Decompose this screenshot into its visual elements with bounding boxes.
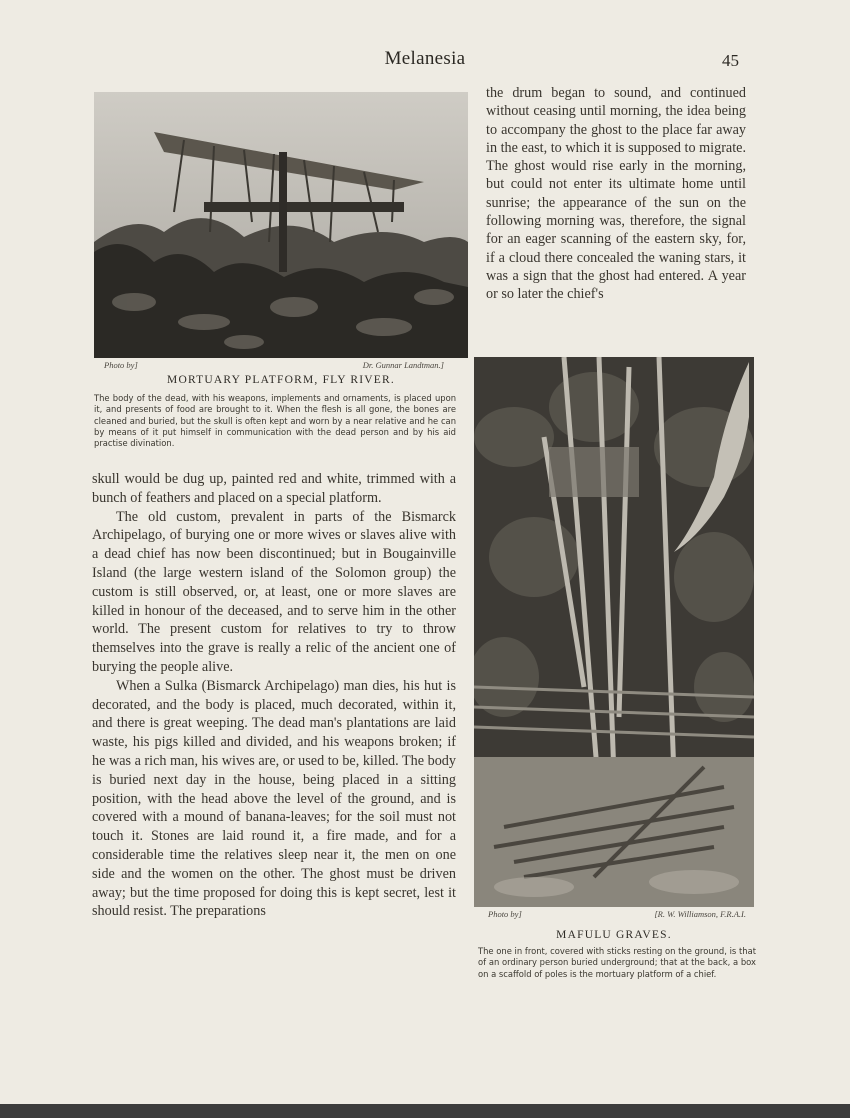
left-column-paragraph-2: The old custom, prevalent in parts of the Bismarck Archipelago, of burying one or more wives or slaves alive with a dead chief has now been discontinued; but in Bougainville Island (the large western island of the Solomon group) the custom is still observed, or, at least, one or more slaves are killed in honour of the deceased, and to serve him in the other world. The present custom for relatives to try to throw themselves into the grave is really a relic of the ancient one of burying the people alive. [92,508,456,675]
photo1-credit-right: Dr. Gunnar Landtman.] [362,360,444,370]
photo1-caption-title: MORTUARY PLATFORM, FLY RIVER. [167,374,395,386]
photo1-credit-left: Photo by] [104,360,138,370]
bottom-edge-bar [0,1104,850,1118]
page-number: 45 [722,51,739,70]
mortuary-platform-photo [94,92,468,358]
right-column-text [486,84,746,304]
left-column-text [92,470,456,921]
photo2-caption-text: The one in front, covered with sticks resting on the ground, is that of an ordinary person buried underground; that at the back, a box on a scaffold of poles is the mortuary platform of a chief. [478,946,756,979]
photo2-credit-left: Photo by] [488,909,522,919]
photo2-caption-title: MAFULU GRAVES. [556,929,672,941]
left-column-paragraph-1: skull would be dug up, painted red and white, trimmed with a bunch of feathers and placed on a special platform. [92,471,456,506]
photo1-credit [104,360,444,372]
photo1-caption-text: The body of the dead, with his weapons, implements and ornaments, is placed upon it, and presents of food are brought to it. When the flesh is all gone, the bones are cleaned and buried, but the skull is often kept and worn by a near relative and he can by means of it put himself in communication with the dead person and by his aid practise divination. [94,393,456,449]
mafulu-graves-photo [474,357,754,907]
right-column-paragraph: the drum began to sound, and continued without ceasing until morning, the idea being to accompany the ghost to the place far away in the east, to which it is supposed to migrate. The ghost would rise early in the morning, but could not enter its ultimate home until sunrise; the appearance of the sun on the following morning was, therefore, the signal for an eager scanning of the eastern sky, for, if a cloud there concealed the waning stars, it was a sign that the ghost had entered. A year or so later the chief's [486,85,746,303]
left-column-paragraph-3: When a Sulka (Bismarck Archipelago) man dies, his hut is decorated, and the body is placed, much decorated, within it, and there is great weeping. The dead man's plantations are laid waste, his pigs killed and divided, and his weapons broken; if he was a rich man, his wives are, or used to be, killed. The body is buried next day in the house, being placed in a sitting position, with the head above the level of the ground, and is covered with a mound of banana-leaves; for the soil must not touch it. Stones are laid round it, a fire made, and for a considerable time the relatives sleep near it, the men on one side and the women on the other. The ghost must be driven away; but the time proposed for doing this is kept secret, lest it should resist. The preparations [92,677,456,920]
photo2-credit [488,909,746,921]
photo2-credit-right: [R. W. Williamson, F.R.A.I. [654,909,746,919]
page-header-title: Melanesia [384,48,466,69]
